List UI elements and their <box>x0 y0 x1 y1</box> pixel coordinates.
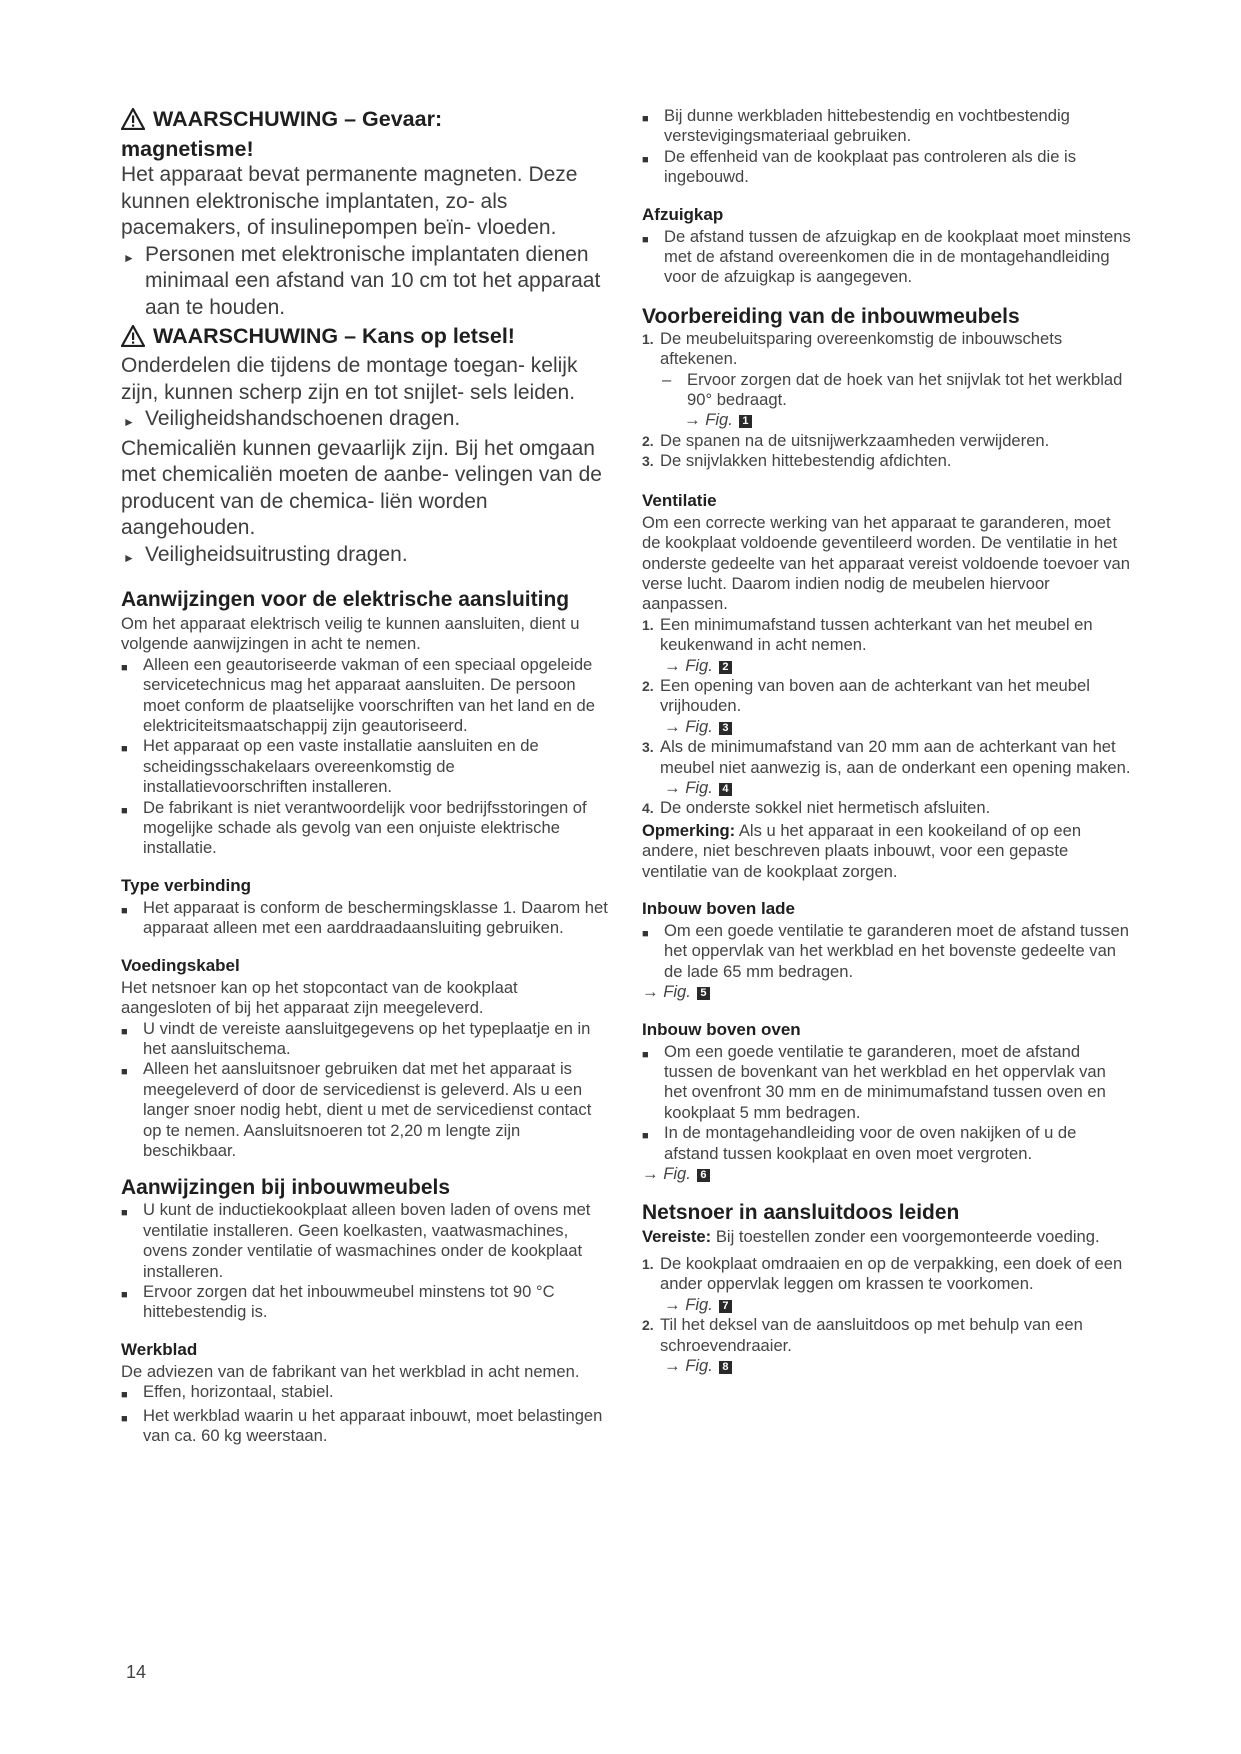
figure-reference[interactable]: → Fig. 5 <box>642 982 1132 1002</box>
figure-reference[interactable]: → Fig. 2 <box>642 656 1132 676</box>
list-item: ■ U vindt de vereiste aansluitgegevens op het typeplaatje en in het aansluitschema. <box>121 1018 591 1058</box>
figure-number-badge: 7 <box>719 1300 732 1313</box>
figure-reference[interactable]: → Fig. 6 <box>642 1164 1132 1184</box>
subheading-connection-type: Type verbinding <box>121 875 252 895</box>
numbered-item: 4. De onderste sokkel niet hermetisch afsluiten. <box>642 798 991 818</box>
page-number: 14 <box>126 1662 147 1682</box>
triangle-arrow-icon: ► <box>123 550 135 565</box>
warning-injury-text: Onderdelen die tijdens de montage toegan- kelijk zijn, kunnen scherp zijn en tot snijlet- sels leiden. <box>121 354 578 404</box>
list-item: ■ U kunt de inductiekookplaat alleen boven laden of ovens met ventilatie installeren. Geen koelkasten, vaatwasmachines, ovens zonder ventilatie of wasmachines onder de kookplaat installeren. <box>121 1200 591 1281</box>
paragraph: Om een correcte werking van het apparaat te garanderen, moet de kookplaat voldoende geventileerd worden. De ventilatie in het onderste gedeelte van het apparaat vereist voldoende toevoer van verse lucht. Daarom indien nodig de meubelen hiervoor aanpassen. <box>642 512 1131 614</box>
list-item: ■ Het apparaat is conform de beschermingsklasse 1. Daarom het apparaat alleen met een aarddraadaansluiting gebruiken. <box>121 897 608 938</box>
square-bullet-icon: ■ <box>121 1025 128 1038</box>
numbered-item: 3. De snijvlakken hittebestendig afdichten. <box>642 451 952 471</box>
square-bullet-icon: ■ <box>121 1389 128 1402</box>
figure-number-badge: 4 <box>719 783 732 796</box>
triangle-arrow-icon: ► <box>123 250 135 265</box>
figure-reference[interactable]: → Fig. 1 <box>642 410 1132 430</box>
list-item: ■ Het werkblad waarin u het apparaat inbouwt, moet belastingen van ca. 60 kg weerstaan. <box>121 1405 603 1445</box>
list-item: ■ Om een goede ventilatie te garanderen moet de afstand tussen het oppervlak van het werkblad en het bovenste gedeelte van de lade 65 mm bedragen. <box>642 921 1129 981</box>
list-item: ■ In de montagehandleiding voor de oven nakijken of u de afstand tussen kookplaat en oven moet vergroten. <box>642 1123 1077 1163</box>
paragraph: De adviezen van de fabrikant van het werkblad in acht nemen. <box>121 1361 580 1381</box>
square-bullet-icon: ■ <box>121 804 128 817</box>
figure-number-badge: 8 <box>719 1361 732 1374</box>
square-bullet-icon: ■ <box>642 153 649 166</box>
numbered-item: 1. De kookplaat omdraaien en op de verpakking, een doek of een ander oppervlak leggen om krassen te voorkomen. <box>642 1253 1123 1294</box>
requirement-paragraph: Vereiste: Bij toestellen zonder een voorgemonteerde voeding. <box>642 1227 1100 1247</box>
list-item: ■ Het apparaat op een vaste installatie aansluiten en de scheidingsschakelaars overeenkomstig de installatievoorschriften installeren. <box>121 736 539 797</box>
subheading-worktop: Werkblad <box>121 1339 198 1359</box>
requirement-label: Vereiste: <box>642 1227 712 1247</box>
section-heading-preparation: Voorbereiding van de inbouwmeubels <box>642 304 1020 328</box>
list-item: ■ Alleen het aansluitsnoer gebruiken dat met het apparaat is meegeleverd of door de servicedienst is geleverd. Als u een langer snoer nodig hebt, dient u met de servicedienst contact op te nemen. Aansluitsnoeren tot 2,20 m lengte zijn beschikbaar. <box>121 1059 592 1160</box>
note-paragraph: Opmerking: Als u het apparaat in een kookeiland of op een andere, niet beschreven plaats inbouwt, voor een gepaste ventilatie van de kookplaat zorgen. <box>642 820 1082 881</box>
section-heading-power-cord: Netsnoer in aansluitdoos leiden <box>642 1201 960 1225</box>
warning-triangle-icon <box>121 108 145 136</box>
square-bullet-icon: ■ <box>642 233 649 246</box>
square-bullet-icon: ■ <box>642 1048 649 1061</box>
figure-number-badge: 5 <box>697 987 710 1000</box>
list-item: ■ Om een goede ventilatie te garanderen, moet de afstand tussen de bovenkant van het werkblad en het oppervlak van het ovenfront 30 mm en de minimumafstand tussen oven en kookplaat 5 mm bedragen. <box>642 1041 1106 1122</box>
square-bullet-icon: ■ <box>121 743 128 756</box>
figure-reference[interactable]: → Fig. 4 <box>642 778 1132 798</box>
section-heading-built-in: Aanwijzingen bij inbouwmeubels <box>121 1176 451 1200</box>
figure-number-badge: 2 <box>719 661 732 674</box>
square-bullet-icon: ■ <box>121 1288 128 1301</box>
numbered-item: 2. Een opening van boven aan de achterkant van het meubel vrijhouden. <box>642 675 1090 716</box>
sub-item: – Ervoor zorgen dat de hoek van het snijvlak tot het werkblad 90° bedraagt. <box>662 369 1123 410</box>
action-item: ► Personen met elektronische implantaten dienen minimaal een afstand van 10 cm tot het apparaat aan te houden. <box>121 242 609 322</box>
warning-triangle-icon <box>121 325 145 353</box>
numbered-item: 2. De spanen na de uitsnijwerkzaamheden verwijderen. <box>642 430 1050 450</box>
list-item: ■ Effen, horizontaal, stabiel. <box>121 1382 609 1405</box>
square-bullet-icon: ■ <box>121 1412 128 1425</box>
square-bullet-icon: ■ <box>642 113 649 125</box>
figure-reference[interactable]: → Fig. 8 <box>642 1356 1132 1376</box>
list-item: ■ De effenheid van de kookplaat pas controleren als die is ingebouwd. <box>642 146 1077 187</box>
warning-magnetism-heading-2: magnetisme! <box>121 137 254 161</box>
figure-number-badge: 3 <box>719 722 732 735</box>
warning-magnetism-text: Het apparaat bevat permanente magneten. Deze kunnen elektronische implantaten, zo- als pacemakers, of insulinepompen beïn- vloeden. <box>121 163 578 239</box>
subheading-above-oven: Inbouw boven oven <box>642 1019 801 1039</box>
left-column <box>121 106 609 1446</box>
square-bullet-icon: ■ <box>121 1207 128 1220</box>
list-item: ■ De afstand tussen de afzuigkap en de kookplaat moet minstens met de afstand overeenkomen die in de montagehandleiding voor de afzuigkap is aangegeven. <box>642 226 1131 287</box>
list-item: ■ Bij dunne werkbladen hittebestendig en vochtbestendig verstevigingsmateriaal gebruiken. <box>642 106 1070 146</box>
warning-injury-heading: WAARSCHUWING – Kans op letsel! <box>121 323 609 353</box>
numbered-item: 1. De meubeluitsparing overeenkomstig de inbouwschets aftekenen. <box>642 328 1063 369</box>
square-bullet-icon: ■ <box>642 1130 649 1143</box>
right-column <box>642 106 1132 1376</box>
square-bullet-icon: ■ <box>121 904 128 917</box>
action-item: ► Veiligheidshandschoenen dragen. <box>121 406 609 436</box>
list-item: ■ De fabrikant is niet verantwoordelijk voor bedrijfsstoringen of mogelijke schade als gevolg van een onjuiste elektrische installatie. <box>121 797 587 858</box>
square-bullet-icon: ■ <box>121 1066 128 1079</box>
figure-number-badge: 6 <box>697 1169 710 1182</box>
paragraph: Het netsnoer kan op het stopcontact van de kookplaat aangesloten of bij het apparaat zijn meegeleverd. <box>121 977 518 1018</box>
list-item: ■ Alleen een geautoriseerde vakman of een speciaal opgeleide servicetechnicus mag het apparaat aansluiten. De persoon moet conform de plaatselijke voorschriften van het land en de elektriciteitsmaatschappij zijn geautoriseerd. <box>121 654 595 736</box>
numbered-item: 3. Als de minimumafstand van 20 mm aan de achterkant van het meubel niet aanwezig is, aan de onderkant een opening maken. <box>642 737 1131 777</box>
numbered-item: 1. Een minimumafstand tussen achterkant van het meubel en keukenwand in acht nemen. <box>642 614 1093 655</box>
section-heading-electrical: Aanwijzingen voor de elektrische aansluiting <box>121 588 570 611</box>
numbered-item: 2. Til het deksel van de aansluitdoos op met behulp van een schroevendraaier. <box>642 1315 1083 1355</box>
action-item: ► Veiligheidsuitrusting dragen. <box>121 542 609 572</box>
warning-chemicals-text: Chemicaliën kunnen gevaarlijk zijn. Bij het omgaan met chemicaliën moeten de aanbe- velingen van de producent van de chemica- liën worden aangehouden. <box>121 436 602 539</box>
subheading-extractor-hood: Afzuigkap <box>642 204 724 224</box>
figure-number-badge: 1 <box>739 415 752 428</box>
note-label: Opmerking: <box>642 820 736 840</box>
square-bullet-icon: ■ <box>642 928 649 940</box>
figure-reference[interactable]: → Fig. 7 <box>642 1295 1132 1315</box>
square-bullet-icon: ■ <box>121 661 128 674</box>
list-item: ■ Ervoor zorgen dat het inbouwmeubel minstens tot 90 °C hittebestendig is. <box>121 1281 555 1322</box>
triangle-arrow-icon: ► <box>123 415 135 429</box>
paragraph: Om het apparaat elektrisch veilig te kunnen aansluiten, dient u volgende aanwijzingen in acht te nemen. <box>121 614 580 654</box>
subheading-above-drawer: Inbouw boven lade <box>642 899 796 918</box>
subheading-ventilation: Ventilatie <box>642 490 717 510</box>
warning-magnetism-heading: WAARSCHUWING – Gevaar: <box>121 106 609 136</box>
subheading-power-cable: Voedingskabel <box>121 955 240 975</box>
figure-reference[interactable]: → Fig. 3 <box>642 717 1132 737</box>
